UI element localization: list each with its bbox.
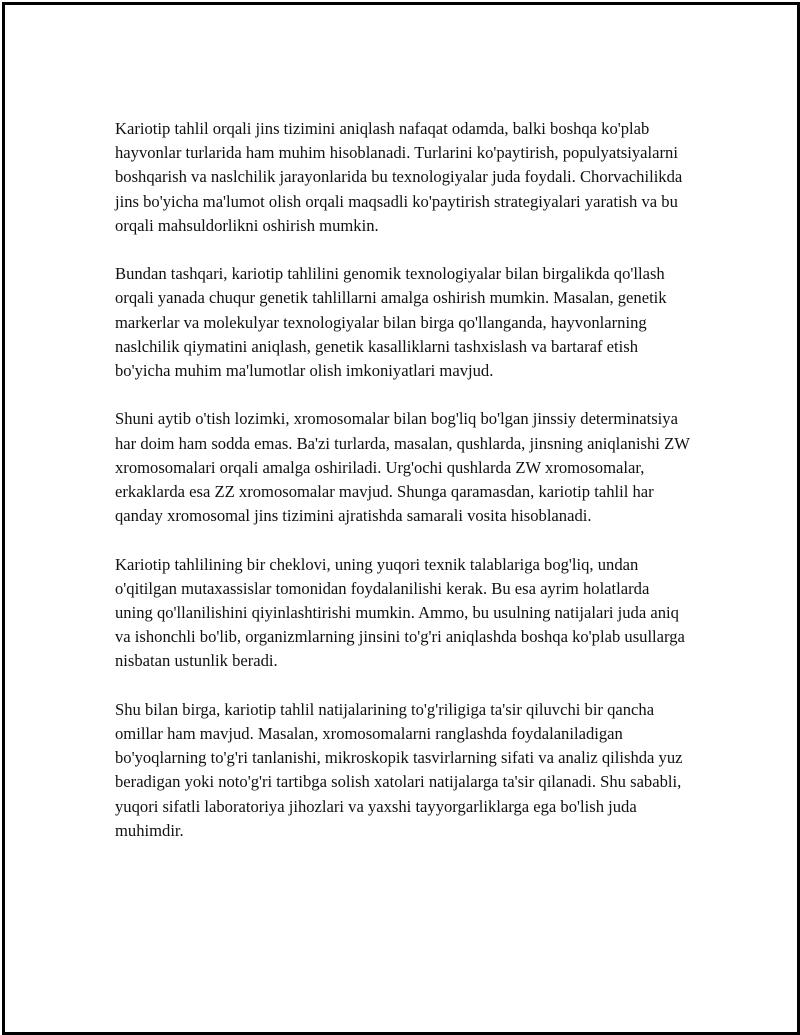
paragraph-2: Bundan tashqari, kariotip tahlilini genomik texnologiyalar bilan birgalikda qo'llash orqali yanada chuqur genetik tahlillarni amalga oshirish mumkin. Masalan, genetik markerlar va molekulyar texnologiyalar bilan birga qo'llanganda, hayvonlarning naslchilik qiymatini aniqlash, genetik kasalliklarni tashxislash va bartaraf etish bo'yicha muhim ma'lumotlar olish imkoniyatlari mavjud.: [115, 264, 667, 381]
paragraph-5: Shu bilan birga, kariotip tahlil natijalarining to'g'riligiga ta'sir qiluvchi bir qancha omillar ham mavjud. Masalan, xromosomalarni ranglashda foydalaniladigan bo'yoqlarning to'g'ri tanlanishi, mikroskopik tasvirlarning sifati va analiz qilishda yuz beradigan yoki noto'g'ri tartibga solish xatolari natijalarga ta'sir qilanadi. Shu sababli, yuqori sifatli laboratoriya jihozlari va yaxshi tayyorgarliklarga ega bo'lish juda muhimdir.: [115, 699, 683, 840]
paragraph-1: Kariotip tahlil orqali jins tizimini aniqlash nafaqat odamda, balki boshqa ko'plab hayvonlar turlarida ham muhim hisoblanadi. Turlarini ko'paytirish, populyatsiyalarni boshqarish va naslchilik jarayonlarida bu texnologiyalar juda foydali. Chorvachilikda jins bo'yicha ma'lumot olish orqali maqsadli ko'paytirish strategiyalari yaratish va bu orqali mahsuldorlikni oshirish mumkin.: [115, 119, 683, 235]
paragraph-4: Kariotip tahlilining bir cheklovi, uning yuqori texnik talablariga bog'liq, undan o'qitilgan mutaxassislar tomonidan foydalanilishi kerak. Bu esa ayrim holatlarda uning qo'llanilishini qiyinlashtirishi mumkin. Ammo, bu usulning natijalari juda aniq va ishonchli bo'lib, organizmlarning jinsini to'g'ri aniqlashda boshqa ko'plab usullarga nisbatan ustunlik beradi.: [115, 554, 685, 671]
paragraph-3: Shuni aytib o'tish lozimki, xromosomalar bilan bog'liq bo'lgan jinssiy determinatsiya har doim ham sodda emas. Ba'zi turlarda, masalan, qushlarda, jinsning aniqlanishi ZW xromosomalari orqali amalga oshiriladi. Urg'ochi qushlarda ZW xromosomalar, erkaklarda esa ZZ xromosomalar mavjud. Shunga qaramasdan, kariotip tahlil har qanday xromosomal jins tizimini ajratishda samarali vosita hisoblanadi.: [115, 409, 690, 526]
document-body: [115, 117, 690, 867]
